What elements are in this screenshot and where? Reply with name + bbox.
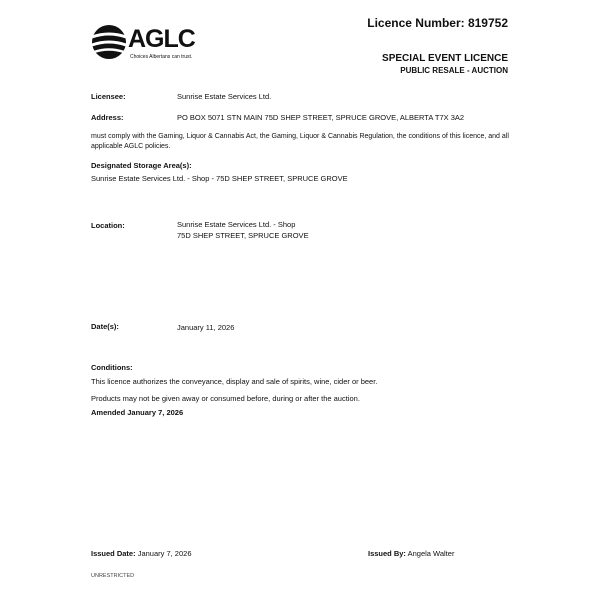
issued-date <box>91 550 192 559</box>
storage-value: Sunrise Estate Services Ltd. - Shop - 75D SHEP STREET, SPRUCE GROVE <box>91 174 348 183</box>
licensee-label: Licensee: <box>91 92 126 101</box>
dates-value: January 11, 2026 <box>177 323 235 332</box>
storage-label: Designated Storage Area(s): <box>91 161 192 170</box>
aglc-logo <box>90 23 220 63</box>
issued-by <box>368 550 454 559</box>
classification: UNRESTRICTED <box>91 573 135 579</box>
amended-note: Amended January 7, 2026 <box>91 408 184 417</box>
compliance-text: must comply with the Gaming, Liquor & Cannabis Act, the Gaming, Liquor & Cannabis Regulation, the conditions of this licence, and all applicable AGLC policies. <box>91 133 509 150</box>
address-value: PO BOX 5071 STN MAIN 75D SHEP STREET, SPRUCE GROVE, ALBERTA T7X 3A2 <box>177 113 465 122</box>
issued-by-label: Issued By: <box>368 549 406 558</box>
licensee-value: Sunrise Estate Services Ltd. <box>177 92 272 101</box>
address-label: Address: <box>91 113 124 122</box>
licence-number-value: 819752 <box>467 16 508 30</box>
logo-tagline: Choices Albertans can trust. <box>130 54 193 60</box>
licence-number <box>367 16 508 30</box>
issued-by-value: Angela Walter <box>407 549 455 558</box>
conditions-label: Conditions: <box>91 363 133 372</box>
logo-text: AGLC <box>128 25 195 53</box>
licence-subtitle: PUBLIC RESALE - AUCTION <box>400 66 508 75</box>
dates-label: Date(s): <box>91 322 119 331</box>
condition-2: Products may not be given away or consumed before, during or after the auction. <box>91 394 360 403</box>
condition-1: This licence authorizes the conveyance, display and sale of spirits, wine, cider or beer. <box>91 377 378 386</box>
location-line1: Sunrise Estate Services Ltd. - Shop <box>177 220 296 229</box>
location-line2: 75D SHEP STREET, SPRUCE GROVE <box>177 231 309 240</box>
issued-date-value: January 7, 2026 <box>137 549 192 558</box>
location-label: Location: <box>91 221 125 230</box>
licence-title: SPECIAL EVENT LICENCE <box>382 53 508 64</box>
issued-date-label: Issued Date: <box>91 549 136 558</box>
licence-number-label: Licence Number: <box>367 16 465 30</box>
aglc-swirl-icon <box>90 23 128 61</box>
